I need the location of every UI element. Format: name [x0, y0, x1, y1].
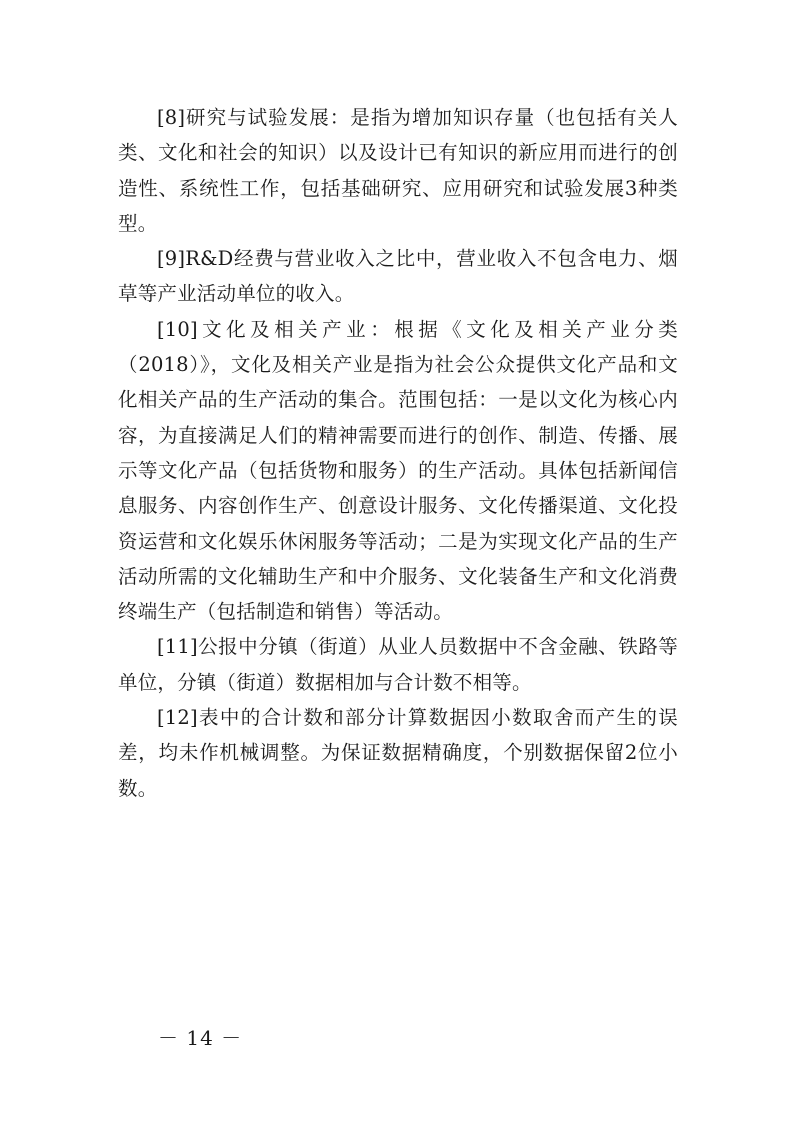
note-10: [10]文化及相关产业：根据《文化及相关产业分类（2018）》，文化及相关产业是指为社会公众提供文化产品和文化相关产品的生产活动的集合。范围包括：一是以文化为核心内容，为直接满足人们的精神需要而进行的创作、制造、传播、展示等文化产品（包括货物和服务）的生产活动。具体包括新闻信息服务、内容创作生产、创意设计服务、文化传播渠道、文化投资运营和文化娱乐休闲服务等活动；二是为实现文化产品的生产活动所需的文化辅助生产和中介服务、文化装备生产和文化消费终端生产（包括制造和销售）等活动。: [118, 317, 678, 624]
page-number: － 14 －: [158, 1026, 243, 1050]
note-12: [12]表中的合计数和部分计算数据因小数取舍而产生的误差，均未作机械调整。为保证数据精确度，个别数据保留2位小数。: [118, 706, 678, 800]
note-8: [8]研究与试验发展：是指为增加知识存量（也包括有关人类、文化和社会的知识）以及设计已有知识的新应用而进行的创造性、系统性工作，包括基础研究、应用研究和试验发展3种类型。: [118, 106, 678, 235]
note-11: [11]公报中分镇（街道）从业人员数据中不含金融、铁路等单位，分镇（街道）数据相加与合计数不相等。: [118, 635, 678, 694]
note-9: [9]R&D经费与营业收入之比中，营业收入不包含电力、烟草等产业活动单位的收入。: [118, 247, 678, 306]
notes-section: [118, 100, 678, 806]
